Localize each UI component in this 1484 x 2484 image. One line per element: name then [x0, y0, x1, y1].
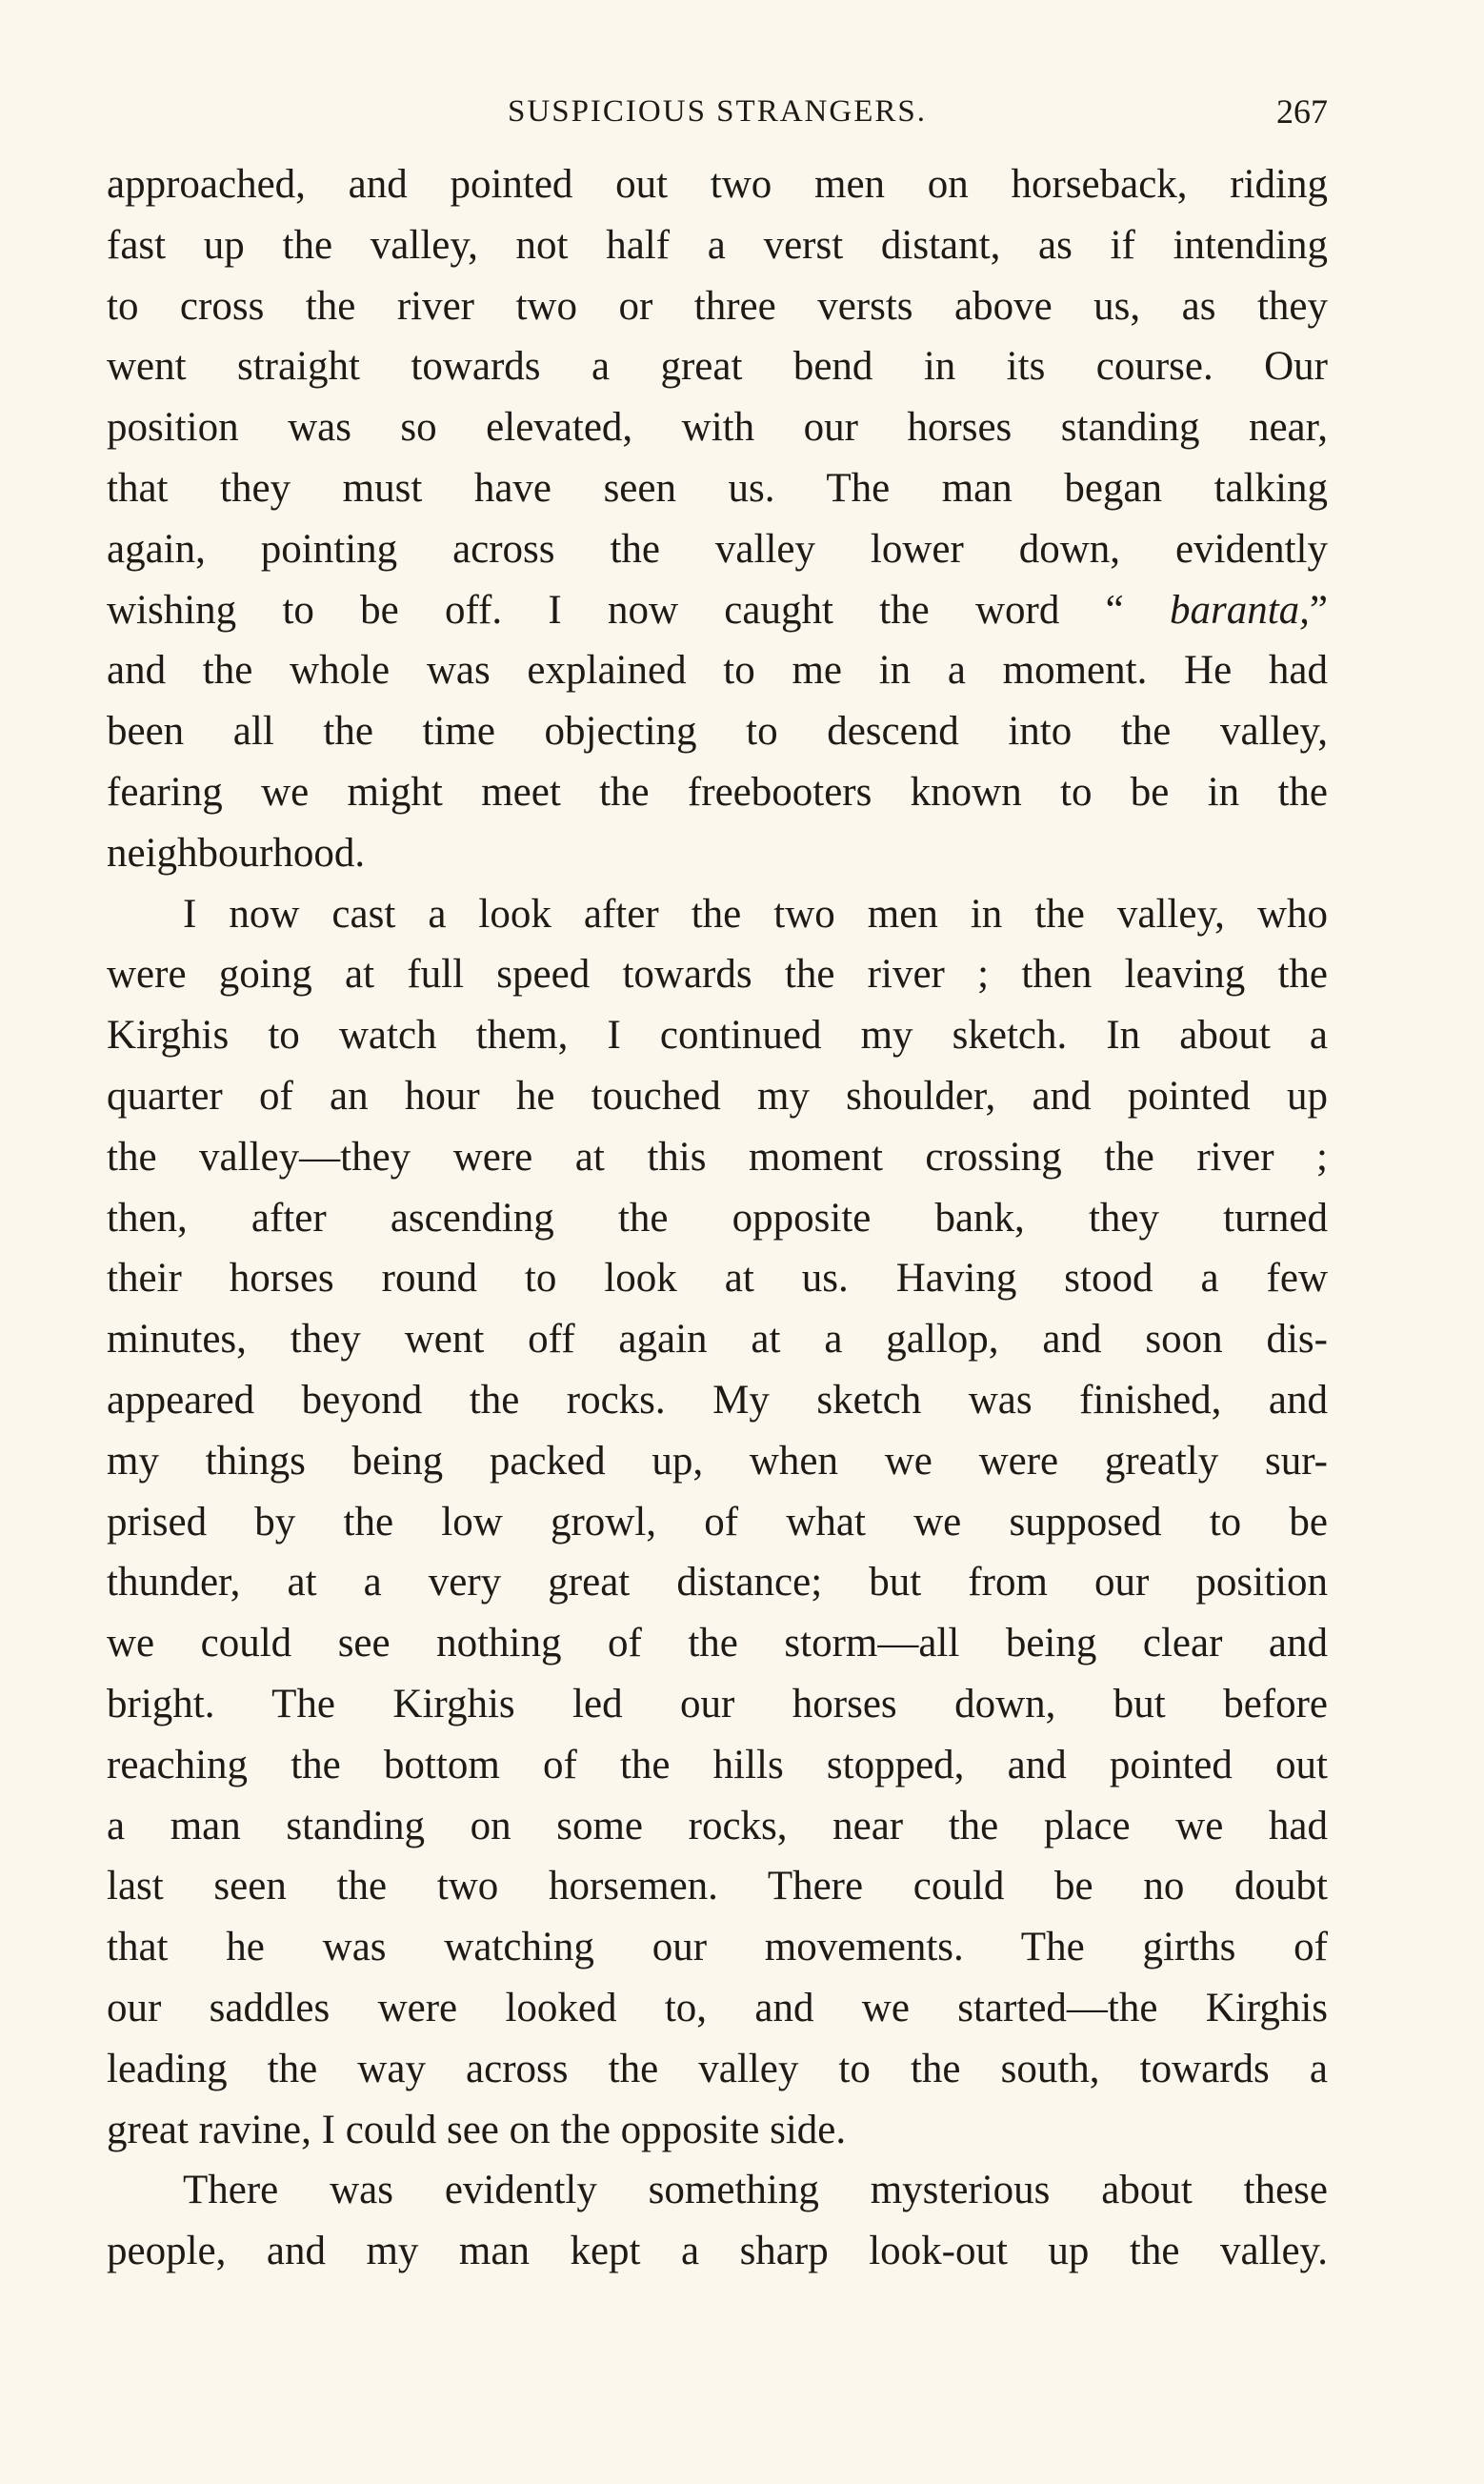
body-text	[107, 154, 1328, 2282]
text-line: I now cast a look after the two men in the valley, who	[183, 891, 1328, 937]
text-line: a man standing on some rocks, near the place we had	[107, 1803, 1328, 1848]
text-line: our saddles were looked to, and we started—the Kirghis	[107, 1985, 1328, 2030]
italic-word: baranta,	[1169, 587, 1310, 633]
text-line: quarter of an hour he touched my shoulder, and pointed up	[107, 1073, 1328, 1119]
text-line-with-italic	[107, 580, 1328, 641]
text-line: neighbourhood.	[107, 830, 366, 876]
text-fragment: ”	[1309, 587, 1328, 633]
text-line: appeared beyond the rocks. My sketch was finished, and	[107, 1377, 1328, 1423]
text-line: then, after ascending the opposite bank, they turned	[107, 1195, 1328, 1241]
text-line: went straight towards a great bend in its course. Our	[107, 344, 1328, 390]
text-line: prised by the low growl, of what we supposed to be	[107, 1499, 1328, 1545]
text-line: and the whole was explained to me in a moment. He had	[107, 648, 1328, 694]
text-line: their horses round to look at us. Having stood a few	[107, 1256, 1328, 1302]
running-head: SUSPICIOUS STRANGERS.	[508, 94, 927, 129]
text-line: been all the time objecting to descend into the valley,	[107, 709, 1328, 755]
text-line: last seen the two horsemen. There could be no doubt	[107, 1864, 1328, 1909]
text-line: thunder, at a very great distance; but from our position	[107, 1560, 1328, 1606]
text-line: to cross the river two or three versts above us, as they	[107, 283, 1328, 329]
text-fragment: wishing to be off. I now caught the word “	[107, 587, 1170, 633]
text-line: position was so elevated, with our horses standing near,	[107, 405, 1328, 451]
text-line: fearing we might meet the freebooters known to be in the	[107, 769, 1328, 815]
text-line: reaching the bottom of the hills stopped, and pointed out	[107, 1742, 1328, 1787]
text-line: bright. The Kirghis led our horses down, but before	[107, 1681, 1328, 1727]
page-number: 267	[1276, 92, 1328, 131]
text-line: leading the way across the valley to the south, towards a	[107, 2046, 1328, 2091]
text-line: that they must have seen us. The man began talking	[107, 465, 1328, 511]
text-line: There was evidently something mysterious about these	[183, 2168, 1328, 2213]
text-line: fast up the valley, not half a verst distant, as if intending	[107, 222, 1328, 268]
text-line: we could see nothing of the storm—all being clear and	[107, 1621, 1328, 1666]
text-line: great ravine, I could see on the opposite side.	[107, 2107, 847, 2152]
text-line: my things being packed up, when we were greatly sur-	[107, 1438, 1328, 1484]
text-line: approached, and pointed out two men on horseback, riding	[107, 162, 1328, 207]
text-line: again, pointing across the valley lower down, evidently	[107, 526, 1328, 572]
text-line: that he was watching our movements. The girths of	[107, 1925, 1328, 1970]
text-line: people, and my man kept a sharp look-out up the valley.	[107, 2229, 1328, 2274]
page-header	[107, 88, 1328, 135]
text-line: Kirghis to watch them, I continued my sketch. In about a	[107, 1013, 1328, 1059]
text-line: the valley—they were at this moment crossing the river ;	[107, 1134, 1328, 1180]
text-line: were going at full speed towards the river ; then leaving the	[107, 952, 1328, 998]
text-line: minutes, they went off again at a gallop, and soon dis-	[107, 1317, 1328, 1363]
